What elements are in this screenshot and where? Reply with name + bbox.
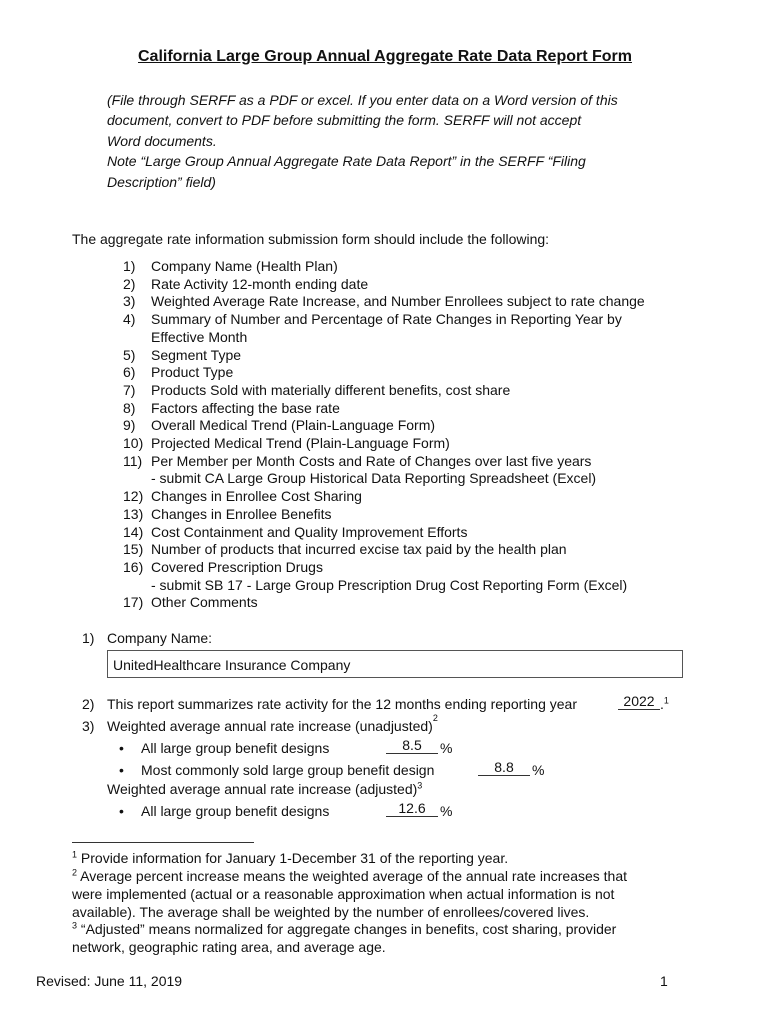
list-item-text: Rate Activity 12-month ending date (151, 275, 369, 292)
footnote-2-cont: were implemented (actual or a reasonable approximation when actual information is not (72, 886, 615, 902)
list-item (88, 594, 708, 612)
instruction-line: Note “Large Group Annual Aggregate Rate Data Report” in the SERFF “Filing (107, 153, 586, 169)
list-item-text: Changes in Enrollee Benefits (151, 505, 332, 522)
question-2 (82, 696, 577, 712)
footnote-ref: 1 (663, 695, 669, 706)
list-item-number: 8) (123, 399, 136, 416)
adjusted-label: Weighted average annual rate increase (adjusted)$^3$ (107, 780, 423, 797)
adjusted-all-designs-field[interactable]: 12.6 (386, 801, 438, 817)
unadjusted-label: Weighted average annual rate increase (unadjusted) (107, 718, 433, 734)
list-item (88, 329, 708, 347)
footnote-3: $^3$ “Adjusted” means normalized for aggregate changes in benefits, cost sharing, provider (72, 920, 617, 937)
list-item-text: Other Comments (151, 594, 258, 611)
instruction-line: Description” field) (107, 174, 216, 190)
footnote-2-cont: available). The average shall be weighted by the number of enrollees/covered lives. (72, 904, 590, 920)
bullet-adjusted-all-designs (119, 803, 330, 819)
list-item-text: Projected Medical Trend (Plain-Language Form) (151, 435, 450, 452)
list-item (88, 347, 708, 365)
footnote-3-cont: network, geographic rating area, and average age. (72, 939, 386, 955)
unadjusted-most-common-field[interactable]: 8.8 (478, 760, 530, 776)
list-item-number: 3) (123, 293, 136, 310)
list-item-text: Overall Medical Trend (Plain-Language Form) (151, 417, 436, 434)
list-item (88, 276, 708, 294)
list-item-number: 17) (123, 594, 144, 611)
bullet-icon: • (119, 803, 124, 819)
revised-date: Revised: June 11, 2019 (36, 973, 183, 989)
question-1 (82, 630, 212, 646)
percent-unit: % (532, 762, 545, 778)
list-item-number: 9) (123, 417, 136, 434)
list-item-number: 6) (123, 364, 136, 381)
list-item-number: 13) (123, 505, 144, 522)
percent-unit: % (440, 803, 453, 819)
list-item-number: 4) (123, 311, 136, 328)
list-item-text: Summary of Number and Percentage of Rate Changes in Reporting Year by (151, 311, 622, 328)
reporting-year-label: This report summarizes rate activity for the 12 months ending reporting year (107, 696, 577, 712)
reporting-year-period: .$^1$ (660, 695, 669, 712)
list-item (88, 506, 708, 524)
list-item-text: - submit SB 17 - Large Group Prescription Drug Cost Reporting Form (Excel) (151, 576, 628, 593)
footnote-2: $^2$ Average percent increase means the weighted average of the annual rate increases that (72, 867, 628, 884)
list-item (88, 293, 708, 311)
bullet-icon: • (119, 762, 124, 778)
instruction-line: (File through SERFF as a PDF or excel. If you enter data on a Word version of this (107, 92, 618, 108)
page-number: 1 (660, 973, 668, 989)
list-item (88, 417, 708, 435)
bullet-most-common (119, 762, 435, 778)
bullet-icon: • (119, 740, 124, 756)
bullet-all-designs (119, 740, 330, 756)
list-item (88, 453, 708, 471)
bullet-label: All large group benefit designs (141, 803, 330, 819)
intro-text: The aggregate rate information submission form should include the following: (72, 231, 550, 247)
list-item (88, 435, 708, 453)
list-item-number: 2) (123, 275, 136, 292)
list-item (88, 400, 708, 418)
list-item-text: Per Member per Month Costs and Rate of Changes over last five years (151, 452, 592, 469)
list-item-text: Effective Month (151, 328, 248, 345)
list-item-number: 1) (123, 258, 136, 274)
reporting-year-field[interactable]: 2022 (618, 694, 660, 710)
list-item-text: Factors affecting the base rate (151, 399, 340, 416)
list-item-text: Products Sold with materially different benefits, cost share (151, 381, 511, 398)
list-item (88, 364, 708, 382)
footnote-ref: 3 (417, 780, 423, 791)
list-item-text: Segment Type (151, 346, 242, 363)
list-item-text: Company Name (Health Plan) (151, 258, 338, 274)
list-item-number: 11) (123, 452, 143, 469)
list-item (88, 541, 708, 559)
list-item-text: Number of products that incurred excise tax paid by the health plan (151, 541, 567, 558)
list-item (88, 577, 708, 595)
percent-unit: % (440, 740, 453, 756)
list-item-text: - submit CA Large Group Historical Data Reporting Spreadsheet (Excel) (151, 470, 597, 487)
list-item-number: 14) (123, 523, 144, 540)
list-item (88, 470, 708, 488)
list-item-text: Product Type (151, 364, 234, 381)
footnote-ref: 2 (432, 713, 438, 723)
question-number: 1) (82, 630, 95, 646)
question-number: 3) (82, 718, 95, 734)
list-item-number: 15) (123, 541, 144, 558)
footnote-divider (72, 842, 254, 843)
bullet-label: Most commonly sold large group benefit design (141, 762, 435, 778)
list-item-number: 5) (123, 346, 136, 363)
requirements-list (88, 258, 708, 612)
list-item (88, 559, 708, 577)
page-title: California Large Group Annual Aggregate Rate Data Report Form (138, 48, 632, 65)
list-item-text: Changes in Enrollee Cost Sharing (151, 488, 362, 505)
list-item-number: 16) (123, 558, 144, 575)
instruction-line: Word documents. (107, 133, 217, 149)
company-name-label: Company Name: (107, 630, 213, 646)
bullet-label: All large group benefit designs (141, 740, 330, 756)
unadjusted-all-designs-field[interactable]: 8.5 (386, 738, 438, 754)
instruction-line: document, convert to PDF before submitting the form. SERFF will not accept (107, 112, 582, 128)
list-item-text: Weighted Average Rate Increase, and Number Enrollees subject to rate change (151, 293, 645, 310)
question-number: 2) (82, 696, 95, 712)
footnote-1: $^1$ Provide information for January 1-December 31 of the reporting year. (72, 849, 509, 866)
list-item (88, 524, 708, 542)
list-item (88, 382, 708, 400)
list-item-number: 12) (123, 488, 144, 505)
list-item (88, 488, 708, 506)
list-item (88, 258, 708, 276)
question-3 (82, 713, 438, 734)
list-item-text: Covered Prescription Drugs (151, 558, 323, 575)
list-item-text: Cost Containment and Quality Improvement Efforts (151, 523, 468, 540)
company-name-field[interactable]: UnitedHealthcare Insurance Company (107, 650, 683, 678)
list-item (88, 311, 708, 329)
list-item-number: 7) (123, 381, 136, 398)
list-item-number: 10) (123, 435, 144, 452)
